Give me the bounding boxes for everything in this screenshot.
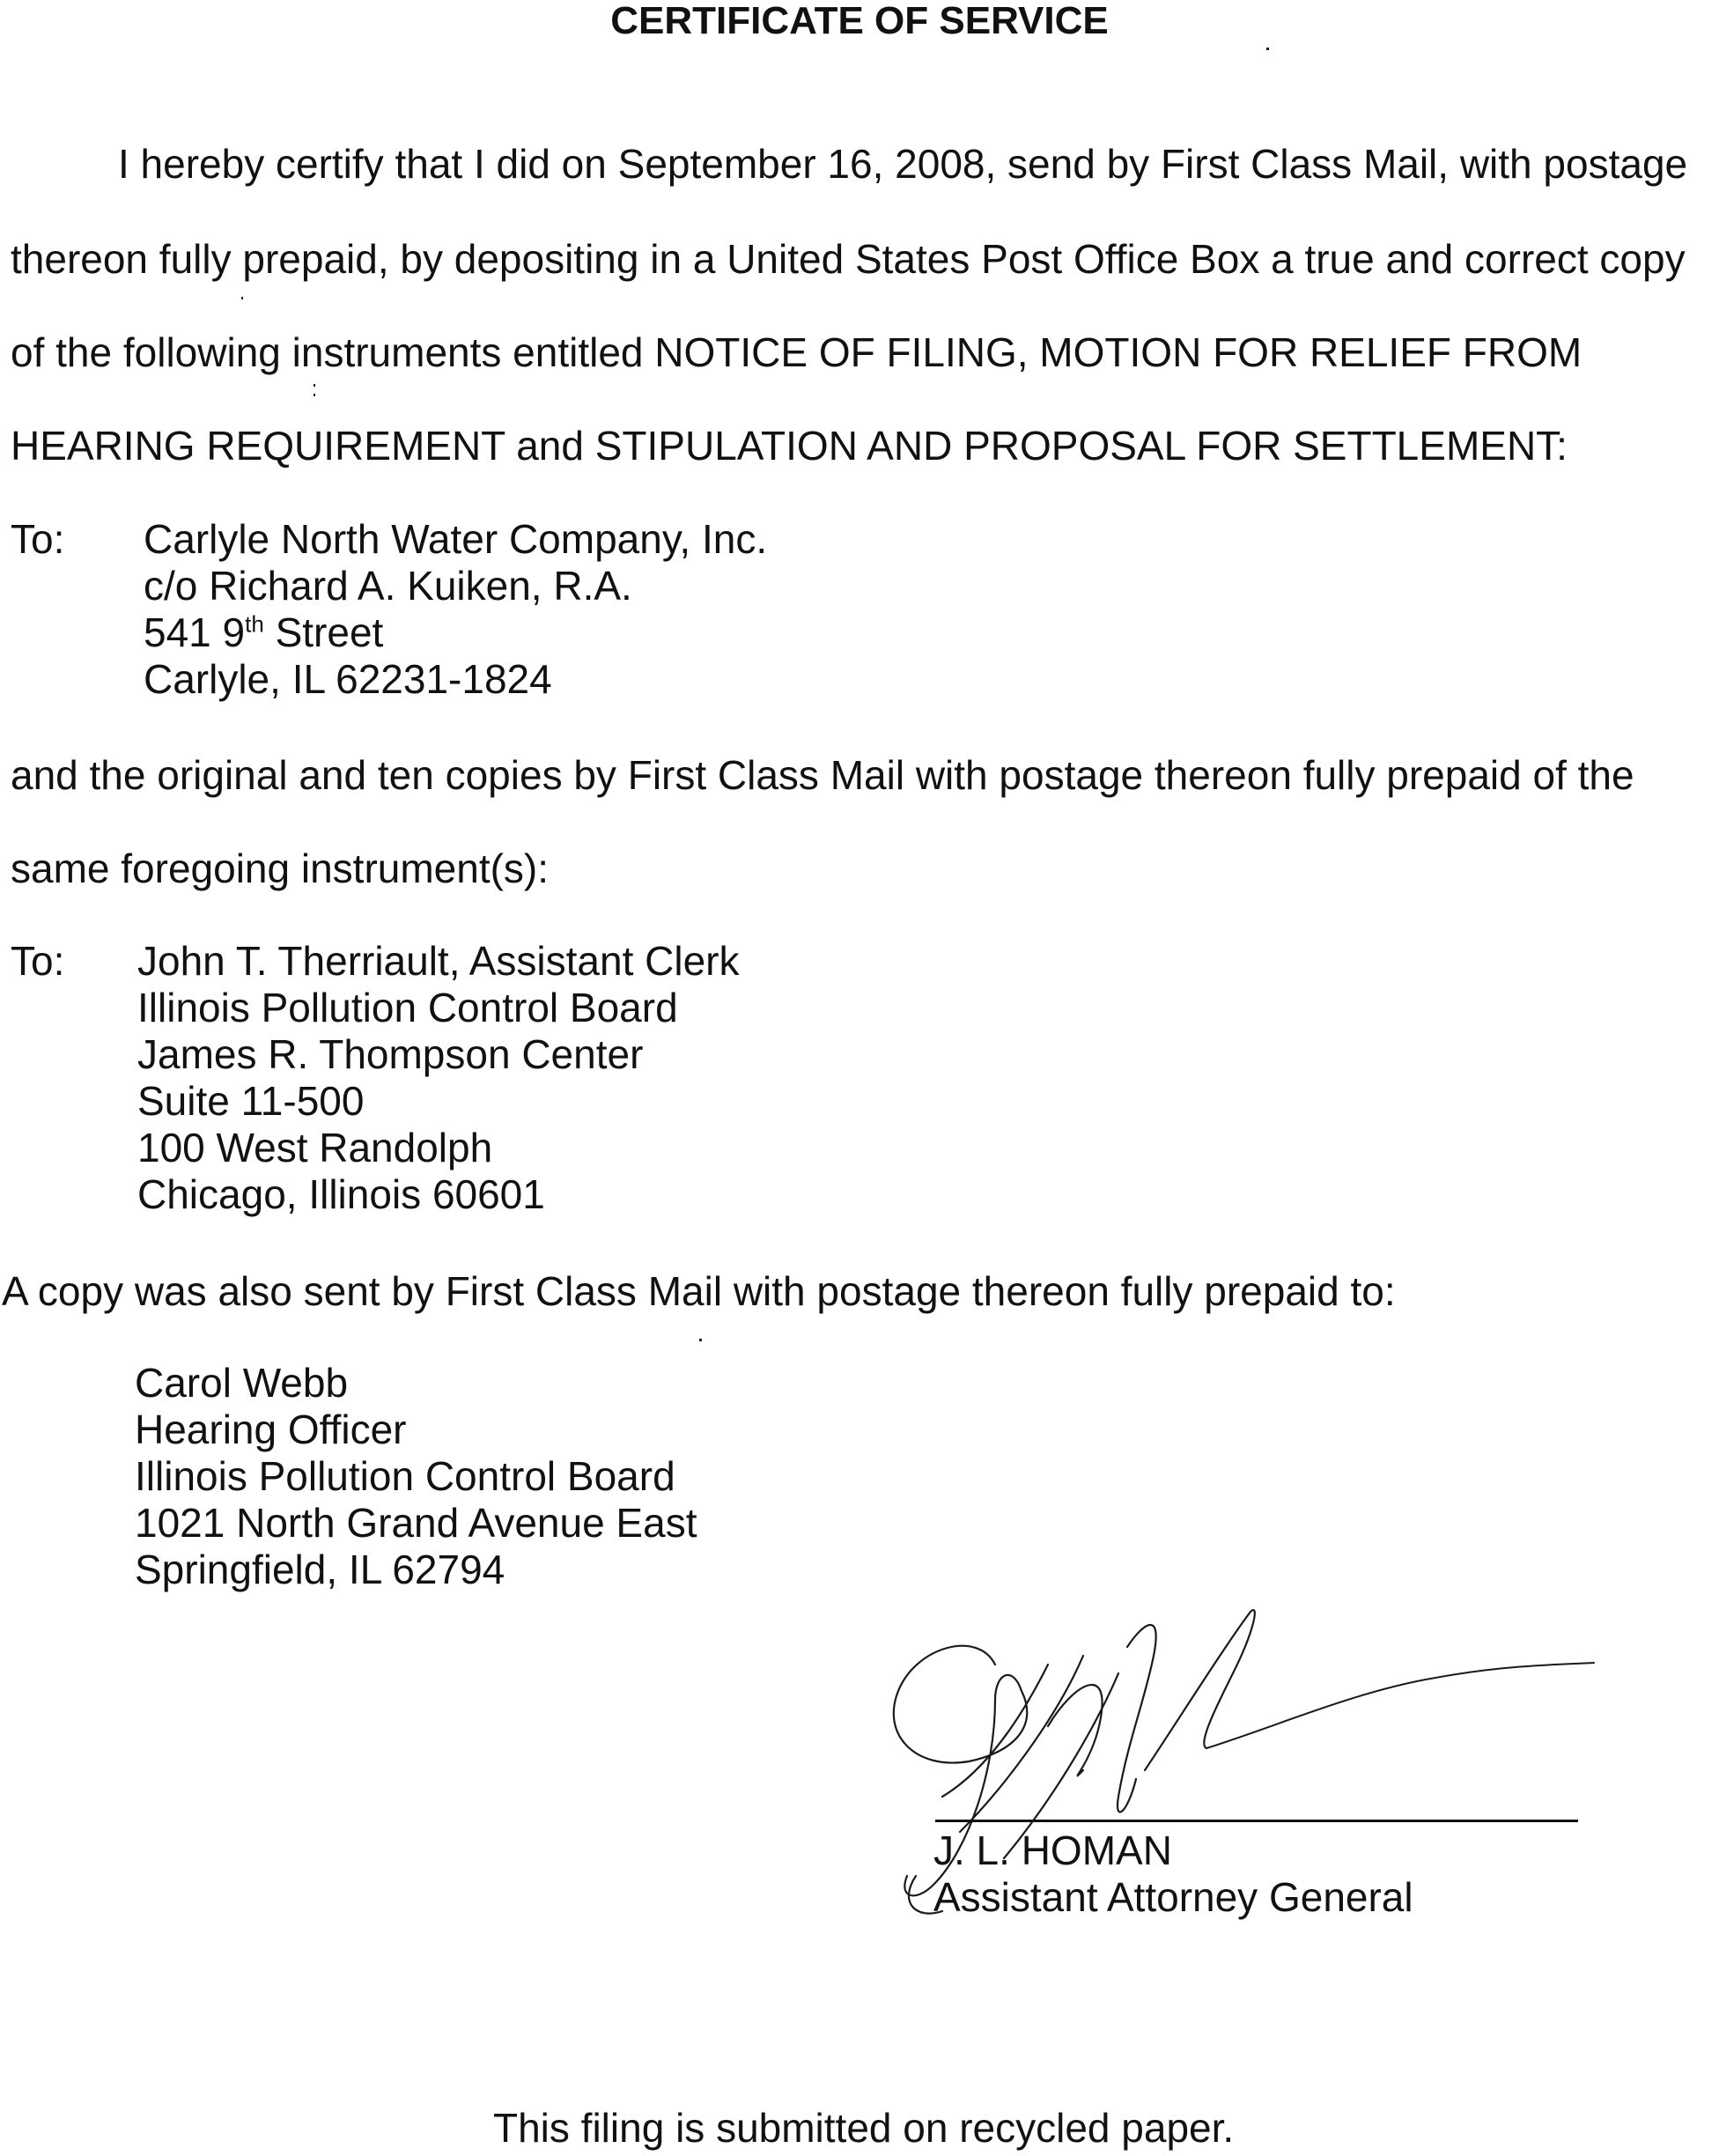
recipient-2-line: John T. Therriault, Assistant Clerk [137, 938, 740, 984]
recipient-3-line: Illinois Pollution Control Board [135, 1453, 675, 1499]
recipient-1-to-label: To: [11, 516, 65, 562]
recipient-3-line: Springfield, IL 62794 [135, 1547, 505, 1592]
certification-line-3: of the following instruments entitled NOTICE OF FILING, MOTION FOR RELIEF FROM [11, 329, 1583, 375]
recycled-paper-footer: This filing is submitted on recycled paper. [493, 2105, 1235, 2151]
recipient-3-line: Carol Webb [135, 1360, 349, 1406]
original-copies-line-2: same foregoing instrument(s): [11, 845, 550, 891]
certification-line-1: I hereby certify that I did on September 16, 2008, send by First Class Mail, with postage [118, 141, 1688, 187]
recipient-2-to-label: To: [11, 938, 65, 984]
recipient-1-name: Carlyle North Water Company, Inc. [144, 516, 768, 562]
signature-line [935, 1820, 1578, 1822]
certification-line-4: HEARING REQUIREMENT and STIPULATION AND PROPOSAL FOR SETTLEMENT: [11, 423, 1568, 469]
recipient-2-line: Chicago, Illinois 60601 [137, 1171, 545, 1217]
recipient-2-line: 100 West Randolph [137, 1125, 493, 1170]
also-sent-line: A copy was also sent by First Class Mail with postage thereon fully prepaid to: [2, 1268, 1396, 1314]
scan-speck [241, 297, 243, 299]
recipient-2-line: Suite 11-500 [137, 1078, 365, 1124]
scan-speck [314, 384, 315, 387]
signatory-name: J. L. HOMAN [933, 1827, 1172, 1873]
signatory-title: Assistant Attorney General [933, 1874, 1413, 1920]
street-ordinal-suffix: th [245, 610, 264, 638]
recipient-1-street [144, 609, 383, 656]
recipient-1-care-of: c/o Richard A. Kuiken, R.A. [144, 563, 632, 609]
recipient-3-line: 1021 North Grand Avenue East [135, 1500, 697, 1546]
scan-speck [314, 394, 315, 396]
recipient-3-line: Hearing Officer [135, 1407, 407, 1452]
recipient-2-line: Illinois Pollution Control Board [137, 985, 678, 1030]
street-name: Street [263, 609, 384, 655]
scan-speck [1266, 48, 1269, 50]
street-number: 541 9 [144, 609, 246, 655]
original-copies-line-1: and the original and ten copies by First Class Mail with postage thereon fully prepaid of the [11, 752, 1634, 798]
recipient-2-line: James R. Thompson Center [137, 1031, 644, 1077]
certification-line-2: thereon fully prepaid, by depositing in a United States Post Office Box a true and correct copy [11, 236, 1686, 282]
recipient-1-city: Carlyle, IL 62231-1824 [144, 656, 552, 702]
document-title: CERTIFICATE OF SERVICE [610, 0, 1109, 42]
scan-speck [699, 1339, 702, 1341]
